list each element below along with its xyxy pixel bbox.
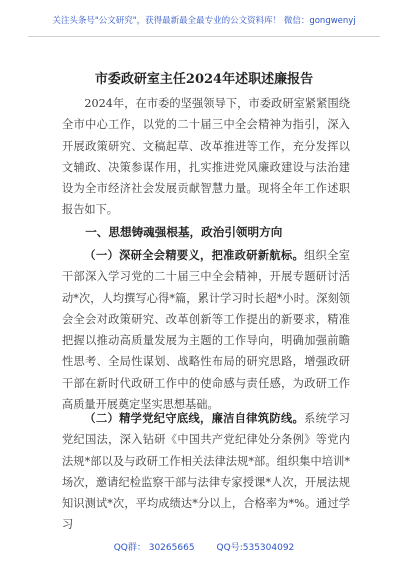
subsection-2-paragraph xyxy=(62,408,350,536)
subsection-1-title: （一）深研全会精要义，把准政研新航标。 xyxy=(84,248,305,262)
document-title: 市委政研室主任2024年述职述廉报告 xyxy=(94,72,314,87)
section-heading-1: 一、思想铸魂强根基，政治引领明方向 xyxy=(85,225,283,239)
subsection-1-body: 组织全室干部深入学习党的二十届三中全会精神，开展专题研讨活动*次，人均撰写心得*篇，累计学习时长超*小时。深刻领会全会对政策研究、改革创新等工作提出的新要求，精准把握以推动高质量发展为主题的工作导向，明确加强前瞻性思考、全局性谋划、战略性布局的研究思路，增强政研干部在新时代政研工作中的使命感与责任感，为政研工作高质量开展奠定坚实思想基础。 xyxy=(62,249,350,412)
footer-contact xyxy=(0,540,408,553)
footer-qq-group: QQ群： 30265665 xyxy=(113,543,195,553)
header-divider xyxy=(28,36,380,37)
subsection-2-title: （二）精学党纪守底线，廉洁自律筑防线。 xyxy=(84,411,305,425)
intro-paragraph: 2024年，在市委的坚强领导下，市委政研室紧紧围绕全市中心工作，以党的二十届三中全会精神为指引，深入开展政策研究、文稿起草、改革推进等工作，充分发挥以文辅政、决策参谋作用，扎实推进党风廉政建设与法治建设为全市经济社会发展贡献智慧力量。现将全年工作述职报告如下。 xyxy=(62,97,350,217)
footer-qq-number: QQ号:535304092 xyxy=(216,543,295,553)
subsection-1-paragraph xyxy=(62,245,350,415)
subsection-2-body: 系统学习党纪国法，深入钻研《中国共产党纪律处分条例》等党内法规*部以及与政研工作相关法律法规*部。组织集中培训*场次，邀请纪检监察干部与法律专家授课*人次，开展法规知识测试*次，平均成绩达*分以上，合格率为*%。通过学习 xyxy=(62,412,350,532)
header-banner: 关注头条号"公文研究"，获得最新最全最专业的公文资料库！ 微信：gongwenyj xyxy=(52,16,356,26)
